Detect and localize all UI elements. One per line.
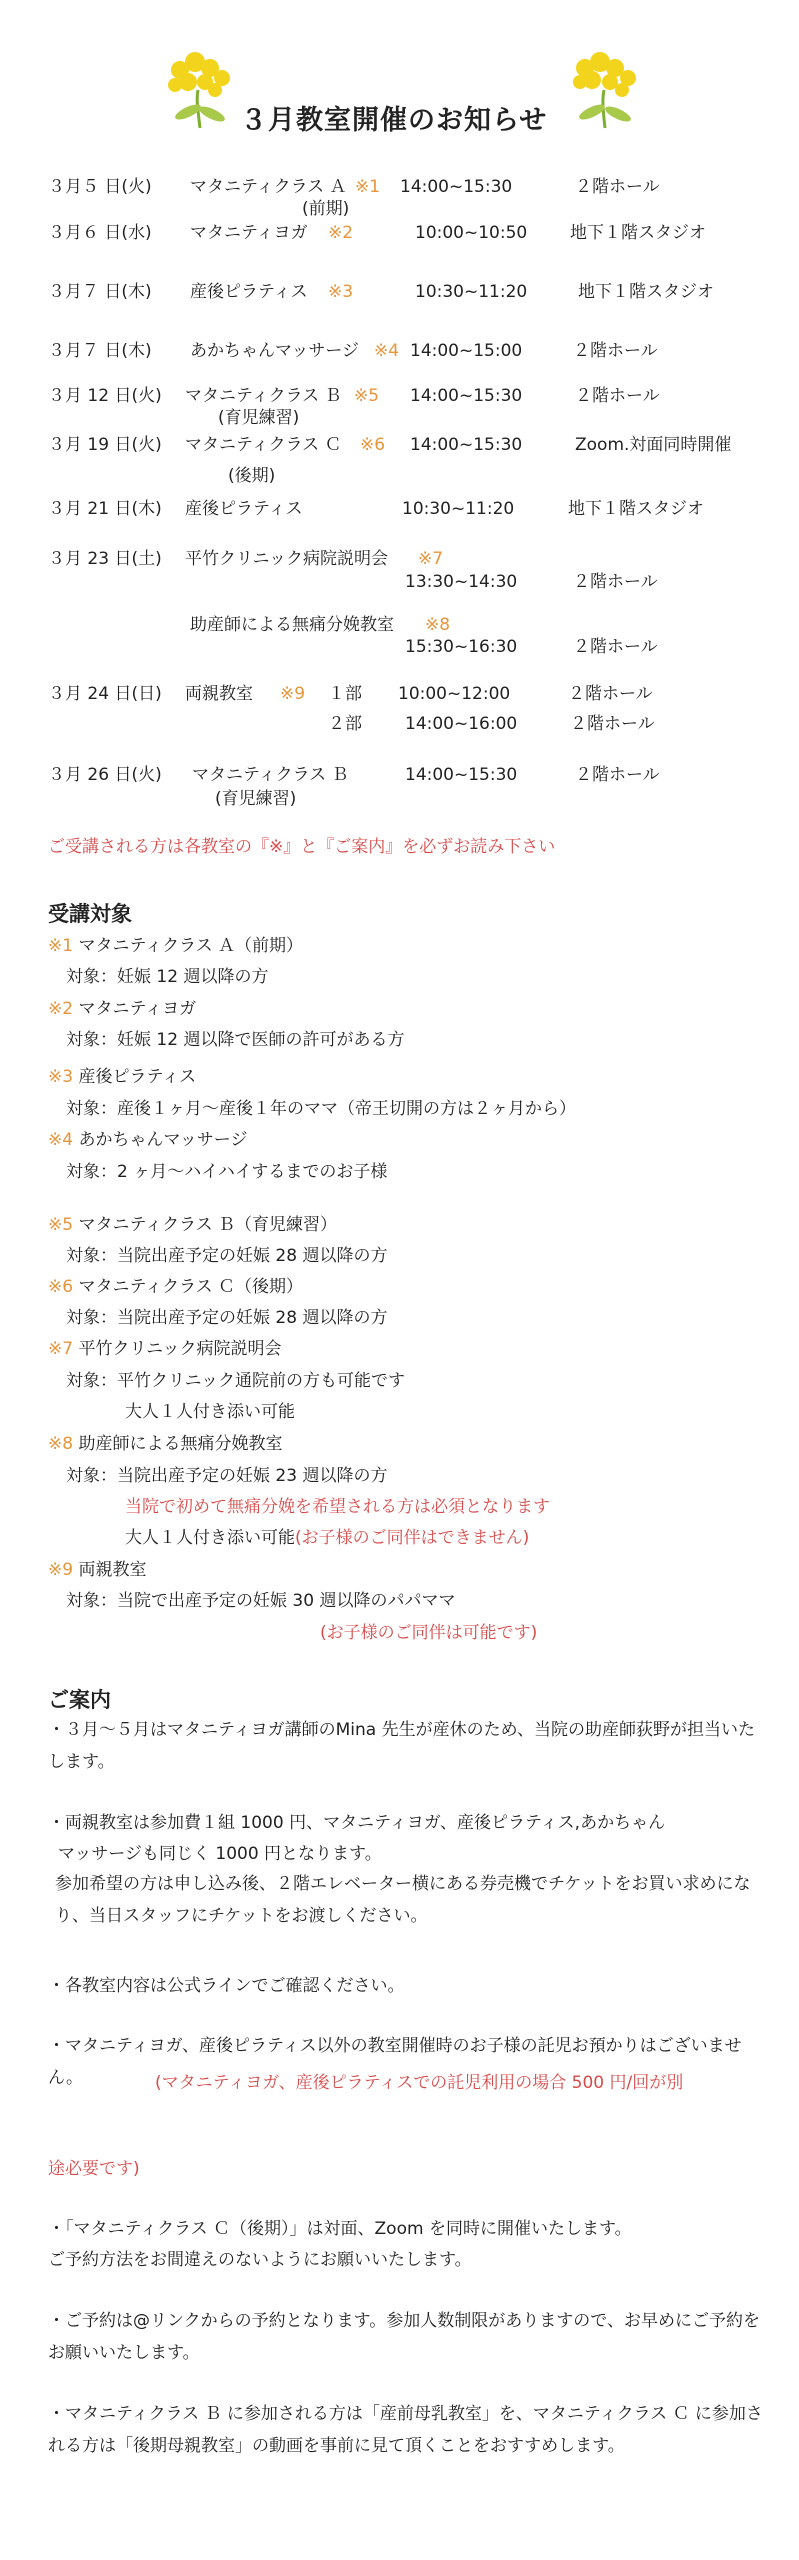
schedule-date: ３月 26 日(火) xyxy=(48,765,162,785)
page-title: ３月教室開催のお知らせ xyxy=(240,105,548,136)
target-heading: 受講対象 xyxy=(48,902,132,926)
guide-warning: 途必要です) xyxy=(48,2159,140,2179)
target-line: 大人１人付き添い可能 xyxy=(125,1528,295,1548)
schedule-date: ３月５ 日(火) xyxy=(48,177,152,197)
guide-paragraph: ・マタニティクラス Ｂ に参加される方は「産前母乳教室」を、マタニティクラス Ｃ に参加される方は「後期母親教室」の動画を事前に見て頂くことをおすすめします。 xyxy=(48,2404,763,2456)
target-line: 対象：妊娠 12 週以降の方 xyxy=(66,967,269,987)
target-mark: ※7 xyxy=(48,1339,74,1359)
target-line: 対象：妊娠 12 週以降で医師の許可がある方 xyxy=(66,1030,405,1050)
target-mark: ※3 xyxy=(48,1067,74,1087)
target-name: 産後ピラティス xyxy=(78,1067,197,1087)
schedule-place: ２階ホール xyxy=(570,714,655,734)
schedule-place: ２階ホール xyxy=(568,684,653,704)
target-mark: ※4 xyxy=(48,1130,74,1150)
schedule-place: ２階ホール xyxy=(573,341,658,361)
target-mark: ※6 xyxy=(48,1277,74,1297)
target-name: 平竹クリニック病院説明会 xyxy=(78,1339,282,1359)
schedule-class: マタニティクラス Ｃ xyxy=(185,435,342,455)
flower-left-icon xyxy=(160,50,250,130)
schedule-time: 10:00~10:50 xyxy=(415,223,528,243)
guide-paragraph: ・マタニティヨガ、産後ピラティス以外の教室開催時のお子様の託児お預かりはございません。 xyxy=(48,2036,742,2088)
target-line: 対象：当院で出産予定の妊娠 30 週以降のパパママ xyxy=(66,1591,456,1611)
schedule-part: ２部 xyxy=(328,714,362,734)
schedule-class: あかちゃんマッサージ xyxy=(190,341,359,361)
schedule-place: ２階ホール xyxy=(575,765,660,785)
schedule-time: 14:00~15:30 xyxy=(410,386,523,406)
target-name: 助産師による無痛分娩教室 xyxy=(78,1434,283,1454)
schedule-class: 産後ピラティス xyxy=(185,499,303,519)
guide-paragraph: ・両親教室は参加費１組 1000 円、マタニティヨガ、産後ピラティス,あかちゃん xyxy=(48,1813,666,1833)
target-warning: (お子様のご同伴はできません) xyxy=(295,1528,530,1548)
schedule-place: ２階ホール xyxy=(573,637,658,657)
guide-paragraph: 参加希望の方は申し込み後、２階エレベーター横にある券売機でチケットをお買い求めになり、当日スタッフにチケットをお渡しください。 xyxy=(55,1874,751,1926)
schedule-date: ３月 24 日(日) xyxy=(48,684,162,704)
schedule-mark: ※5 xyxy=(354,386,380,406)
guide-warning: (マタニティヨガ、産後ピラティスでの託児利用の場合 500 円/回が別 xyxy=(155,2073,684,2093)
target-line: 対象：2 ヶ月～ハイハイするまでのお子様 xyxy=(66,1162,388,1182)
schedule-class: 両親教室 xyxy=(185,684,253,704)
target-mark: ※1 xyxy=(48,936,74,956)
schedule-mark: ※4 xyxy=(374,341,400,361)
schedule-class: マタニティクラス Ｂ xyxy=(185,386,342,406)
schedule-time: 10:30~11:20 xyxy=(415,282,528,302)
target-name: マタニティヨガ xyxy=(78,999,197,1019)
guide-heading: ご案内 xyxy=(48,1688,111,1712)
target-line: 対象：当院出産予定の妊娠 23 週以降の方 xyxy=(66,1466,388,1486)
schedule-mark: ※9 xyxy=(280,684,306,704)
schedule-time: 14:00~15:30 xyxy=(400,177,513,197)
guide-paragraph: ・「マタニティクラス Ｃ（後期）」は対面、Zoom を同時に開催いたします。 xyxy=(48,2219,632,2239)
target-line: 対象：当院出産予定の妊娠 28 週以降の方 xyxy=(66,1308,388,1328)
schedule-sub: (育児練習) xyxy=(218,408,300,428)
schedule-class: 産後ピラティス xyxy=(190,282,308,302)
guide-paragraph: マッサージも同じく 1000 円となります。 xyxy=(58,1844,382,1864)
schedule-sub: (後期) xyxy=(228,466,276,486)
flower-right-icon xyxy=(560,50,650,130)
schedule-place: ２階ホール xyxy=(575,386,660,406)
schedule-place: Zoom.対面同時開催 xyxy=(575,435,732,455)
schedule-class: マタニティクラス Ａ xyxy=(190,177,347,197)
schedule-time: 15:30~16:30 xyxy=(405,637,518,657)
guide-paragraph: ・３月～５月はマタニティヨガ講師のMina 先生が産休のため、当院の助産師荻野が担当いたします。 xyxy=(48,1720,755,1772)
schedule-mark: ※8 xyxy=(425,615,451,635)
target-line: 大人１人付き添い可能 xyxy=(125,1402,295,1422)
schedule-date: ３月 23 日(土) xyxy=(48,549,162,569)
schedule-date: ３月７ 日(木) xyxy=(48,341,152,361)
target-mark: ※2 xyxy=(48,999,74,1019)
target-name: マタニティクラス Ｃ（後期） xyxy=(78,1277,304,1297)
schedule-time: 14:00~15:30 xyxy=(410,435,523,455)
guide-paragraph: ・ご予約は@リンクからの予約となります。参加人数制限がありますので、お早めにご予約をお願いいたします。 xyxy=(48,2311,760,2363)
guide-paragraph: ・各教室内容は公式ラインでご確認ください。 xyxy=(48,1976,405,1996)
schedule-place: ２階ホール xyxy=(575,177,660,197)
target-name: マタニティクラス Ａ（前期） xyxy=(78,936,304,956)
schedule-date: ３月 12 日(火) xyxy=(48,386,162,406)
schedule-sub: (前期) xyxy=(302,199,350,219)
target-note: (お子様のご同伴は可能です) xyxy=(320,1623,538,1643)
schedule-date: ３月７ 日(木) xyxy=(48,282,152,302)
schedule-time: 10:30~11:20 xyxy=(402,499,515,519)
target-name: マタニティクラス Ｂ（育児練習） xyxy=(78,1215,338,1235)
notice: ご受講される方は各教室の『※』と『ご案内』を必ずお読み下さい xyxy=(48,837,556,857)
schedule-time: 13:30~14:30 xyxy=(405,572,518,592)
schedule-class: マタニティクラス Ｂ xyxy=(192,765,349,785)
schedule-place: 地下１階スタジオ xyxy=(578,282,714,302)
schedule-date: ３月６ 日(水) xyxy=(48,223,152,243)
schedule-class: 平竹クリニック病院説明会 xyxy=(185,549,388,569)
schedule-date: ３月 21 日(木) xyxy=(48,499,162,519)
target-line: 対象：当院出産予定の妊娠 28 週以降の方 xyxy=(66,1246,388,1266)
target-line: 対象：平竹クリニック通院前の方も可能です xyxy=(66,1371,405,1391)
schedule-place: 地下１階スタジオ xyxy=(570,223,706,243)
schedule-date: ３月 19 日(火) xyxy=(48,435,162,455)
schedule-mark: ※3 xyxy=(328,282,354,302)
schedule-place: ２階ホール xyxy=(573,572,658,592)
schedule-sub: (育児練習) xyxy=(215,789,297,809)
schedule-class: マタニティヨガ xyxy=(190,223,308,243)
target-mark: ※8 xyxy=(48,1434,74,1454)
schedule-time: 14:00~15:00 xyxy=(410,341,523,361)
schedule-time: 10:00~12:00 xyxy=(398,684,511,704)
schedule-mark: ※1 xyxy=(355,177,381,197)
target-name: 両親教室 xyxy=(78,1560,147,1580)
target-name: あかちゃんマッサージ xyxy=(78,1130,248,1150)
target-line: 対象：産後１ヶ月～産後１年のママ（帝王切開の方は２ヶ月から） xyxy=(66,1099,576,1119)
target-warning: 当院で初めて無痛分娩を希望される方は必須となります xyxy=(125,1497,550,1517)
schedule-part: １部 xyxy=(328,684,362,704)
schedule-place: 地下１階スタジオ xyxy=(568,499,704,519)
schedule-time: 14:00~15:30 xyxy=(405,765,518,785)
schedule-mark: ※6 xyxy=(360,435,386,455)
guide-paragraph: ご予約方法をお間違えのないようにお願いいたします。 xyxy=(48,2250,472,2270)
schedule-class: 助産師による無痛分娩教室 xyxy=(190,615,394,635)
schedule-mark: ※7 xyxy=(418,549,444,569)
target-mark: ※9 xyxy=(48,1560,74,1580)
schedule-mark: ※2 xyxy=(328,223,354,243)
target-mark: ※5 xyxy=(48,1215,74,1235)
schedule-time: 14:00~16:00 xyxy=(405,714,518,734)
